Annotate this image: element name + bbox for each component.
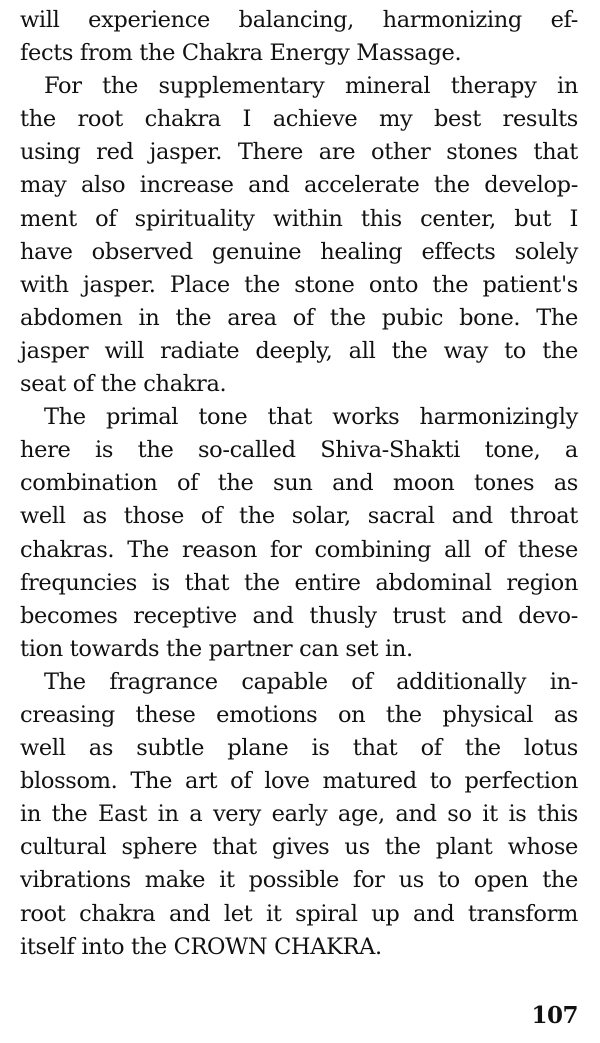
text-line: well as those of the solar, sacral and throat (20, 503, 578, 530)
text-line: abdomen in the area of the pubic bone. The (20, 304, 578, 331)
text-line: tion towards the partner can set in. (20, 635, 413, 662)
text-line: creasing these emotions on the physical as (20, 701, 578, 728)
text-line: becomes receptive and thusly trust and devo- (20, 602, 578, 629)
paragraph-continuation (20, 4, 578, 70)
text-line: fects from the Chakra Energy Massage. (20, 40, 462, 67)
text-line: blossom. The art of love matured to perfection (20, 768, 578, 795)
paragraph-fragrance (20, 666, 578, 964)
page-number: 107 (531, 1002, 578, 1029)
text-line: The fragrance capable of additionally in- (44, 668, 578, 695)
text-line: cultural sphere that gives us the plant whose (20, 834, 578, 861)
text-line: using red jasper. There are other stones that (20, 139, 578, 166)
text-line: seat of the chakra. (20, 371, 227, 398)
text-line: root chakra and let it spiral up and transform (20, 900, 578, 927)
text-line: have observed genuine healing effects solely (20, 238, 578, 265)
text-line: combination of the sun and moon tones as (20, 470, 578, 497)
text-line: chakras. The reason for combining all of these (20, 536, 578, 563)
text-line: jasper will radiate deeply, all the way to the (20, 337, 578, 364)
book-page-body (20, 4, 578, 964)
text-line: frequncies is that the entire abdominal region (20, 569, 578, 596)
text-line: For the supplementary mineral therapy in (44, 73, 578, 100)
text-line: in the East in a very early age, and so it is this (20, 801, 578, 828)
text-line: may also increase and accelerate the develop- (20, 172, 578, 199)
text-line: here is the so-called Shiva-Shakti tone, a (20, 437, 578, 464)
paragraph-mineral-therapy (20, 70, 578, 401)
text-line: will experience balancing, harmonizing ef- (20, 7, 578, 33)
text-line: itself into the CROWN CHAKRA. (20, 933, 382, 960)
text-line: The primal tone that works harmonizingly (44, 404, 578, 431)
text-line: the root chakra I achieve my best results (20, 106, 578, 133)
text-line: with jasper. Place the stone onto the patient's (20, 271, 578, 298)
text-line: well as subtle plane is that of the lotus (20, 735, 578, 762)
text-line: ment of spirituality within this center, but I (20, 205, 578, 232)
text-line: vibrations make it possible for us to open the (20, 867, 578, 894)
paragraph-primal-tone (20, 401, 578, 666)
